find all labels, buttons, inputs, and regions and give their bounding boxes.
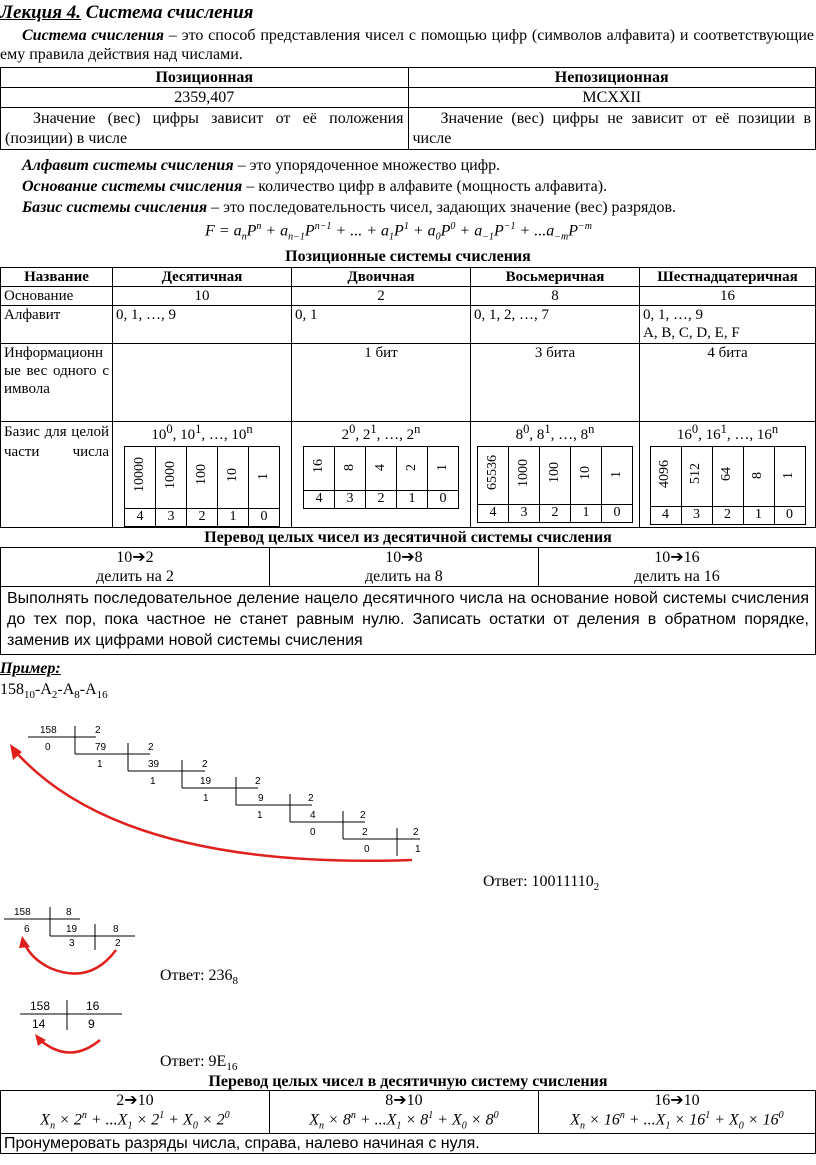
svg-text:1: 1 [150, 776, 156, 787]
to-decimal-note: Пронумеровать разряды числа, справа, налево начиная с нуля. [1, 1133, 816, 1153]
to-other-col-16: 10➔16 делить на 16 [538, 548, 815, 587]
to-decimal-title: Перевод целых чисел в десятичную систему счисления [208, 1073, 608, 1090]
basis-grid-binary: 16 8 4 2 1 4 3 2 1 0 [303, 446, 459, 509]
division-by-2 [10, 725, 421, 861]
svg-text:9: 9 [258, 793, 264, 804]
svg-text:2: 2 [95, 725, 101, 736]
svg-text:1: 1 [257, 810, 263, 821]
definition-alphabet: Алфавит системы счисления – это упорядоченное множество цифр. [22, 157, 501, 174]
to-decimal-col-16: 16➔10 $X_n \times 16^n + ...X_1 \times 16^1 + X_0 \times 16^0$ [538, 1091, 815, 1134]
pos-header-binary: Двоичная [292, 268, 471, 287]
to-other-instruction: Выполнять последовательное деление нацело десятичного числа на основание новой системы счисления до тех пор, пока частное не станет равным нулю. Записать остатки от деления в обратном порядке, заменив их цифрами новой системы счисления [1, 587, 816, 654]
answer-octal: Ответ: $236_8$ [160, 967, 239, 987]
basis-cell-hex: $16^0$, $16^1$, …, 16$^n$ 4096 512 64 8 1 4 3 2 1 0 [640, 422, 816, 528]
svg-text:2: 2 [413, 827, 419, 838]
to-other-title: Перевод целых чисел из десятичной системы счисления [204, 529, 612, 546]
division-diagrams [0, 700, 816, 1085]
svg-text:2: 2 [115, 938, 121, 949]
number-formula: $F = a_nP^n + a_{n-1}P^{n-1}$ + ... + $a_1P^1 + a_0P^0 + a_{-1}P^{-1} + ...a_{-m}P^{-m}$ [205, 221, 593, 243]
pos-header-octal: Восьмеричная [471, 268, 640, 287]
svg-text:6: 6 [24, 924, 30, 935]
basis-cell-binary: $2^0$, $2^1$, …, 2$^n$ 16 8 4 2 1 4 3 2 1 0 [292, 422, 471, 528]
svg-text:9: 9 [88, 1017, 95, 1031]
svg-text:19: 19 [200, 776, 212, 787]
definition-base: Основание системы счисления – количество цифр в алфавите (мощность алфавита). [22, 178, 608, 195]
svg-text:1: 1 [203, 793, 209, 804]
svg-text:14: 14 [32, 1017, 46, 1031]
lecture-title [0, 2, 253, 25]
answer-hex: Ответ: $9E_{16}$ [160, 1053, 238, 1073]
types-header-nonpositional: Непозиционная [408, 68, 816, 88]
lecture-topic: Система счисления [85, 2, 254, 23]
svg-text:0: 0 [45, 742, 51, 753]
svg-text:19: 19 [66, 924, 78, 935]
svg-text:158: 158 [30, 999, 51, 1013]
svg-text:39: 39 [148, 759, 160, 770]
types-header-positional: Позиционная [1, 68, 409, 88]
svg-text:158: 158 [14, 907, 31, 918]
basis-grid-hex: 4096 512 64 8 1 4 3 2 1 0 [650, 446, 806, 525]
to-decimal-col-8: 8➔10 $X_n \times 8^n + ...X_1 \times 8^1 + X_0 \times 8^0$ [269, 1091, 538, 1134]
svg-text:79: 79 [95, 742, 107, 753]
pos-row-basis-label: Базис для целой части числа [1, 422, 113, 528]
positional-table: Название Десятичная Двоичная Восьмеричная Шестнадцатеричная Основание 10 2 8 16 Алфавит 0, 1, …, 9 0, 1 0, 1, 2, …, 7 0, 1, …, 9 A, B, C, D, E, F Информационные вес одного символа 1 бит 3 бита 4 бита Базис для целой части числа $10^0$, $10^1$, …, 10$^n$ 10000 1000 100 10 1 4 3 2 1 0 $2^0$, $2^1$, …, 2$^n$ 16 8 4 2 1 4 3 2 1 0 $8^0$, $8^1$, …, 8$^n$ 65536 1000 100 10 1 4 3 2 1 0 $16^0$, $16^1$, …, 16$^n$ 4096 512 64 8 1 4 3 2 1 0 [0, 267, 816, 528]
svg-text:4: 4 [310, 810, 316, 821]
arrowhead-icon [19, 936, 30, 948]
svg-text:0: 0 [310, 827, 316, 838]
to-other-col-2: 10➔2 делить на 2 [1, 548, 270, 587]
types-example-nonpositional: MCXXII [408, 88, 816, 108]
remainders-arrow-16 [40, 1040, 100, 1053]
basis-grid-octal: 65536 1000 100 10 1 4 3 2 1 0 [477, 446, 633, 523]
division-by-16 [20, 999, 122, 1053]
svg-text:8: 8 [113, 924, 119, 935]
svg-text:8: 8 [66, 907, 72, 918]
to-decimal-table [0, 1090, 816, 1154]
intro-paragraph [0, 26, 814, 64]
to-decimal-col-2: 2➔10 $X_n \times 2^n + ...X_1 \times 2^1 + X_0 \times 2^0$ [1, 1091, 270, 1134]
pos-row-base-label: Основание [1, 287, 113, 306]
svg-text:2: 2 [360, 810, 366, 821]
svg-text:2: 2 [202, 759, 208, 770]
pos-header-name: Название [1, 268, 113, 287]
types-desc-nonpositional: Значение (вес) цифры не зависит от её позиции в числе [408, 108, 816, 149]
svg-text:2: 2 [362, 827, 368, 838]
types-table [0, 67, 816, 150]
pos-header-hex: Шестнадцатеричная [640, 268, 816, 287]
definition-basis: Базис системы счисления – это последовательность чисел, задающих значение (вес) разрядов. [22, 199, 677, 216]
to-other-col-8: 10➔8 делить на 8 [269, 548, 538, 587]
to-other-table [0, 547, 816, 655]
svg-text:3: 3 [69, 938, 75, 949]
positional-title: Позиционные системы счисления [285, 248, 531, 265]
svg-text:1: 1 [97, 759, 103, 770]
lecture-number: Лекция 4. [0, 2, 82, 23]
example-label: Пример: [0, 660, 61, 677]
example-expression: $158_{10}-A_2-A_8-A_{16}$ [0, 681, 108, 702]
intro-text: – это способ представления чисел с помощью цифр (символов алфавита) и соответствующие ему правила действия над числами. [0, 27, 814, 64]
definitions [22, 156, 812, 219]
svg-text:2: 2 [308, 793, 314, 804]
basis-grid-decimal: 10000 1000 100 10 1 4 3 2 1 0 [124, 446, 280, 527]
svg-text:1: 1 [415, 844, 421, 855]
types-example-positional: 2359,407 [1, 88, 409, 108]
svg-text:16: 16 [86, 999, 100, 1013]
svg-text:158: 158 [40, 725, 57, 736]
types-desc-positional: Значение (вес) цифры зависит от её положения (позиции) в числе [1, 108, 409, 149]
basis-cell-octal: $8^0$, $8^1$, …, 8$^n$ 65536 1000 100 10 1 4 3 2 1 0 [471, 422, 640, 528]
answer-binary: Ответ: $10011110_2$ [483, 873, 600, 893]
remainders-arrow-2 [14, 750, 412, 861]
intro-term: Система счисления [22, 27, 165, 44]
svg-text:2: 2 [255, 776, 261, 787]
svg-text:0: 0 [364, 844, 370, 855]
basis-cell-decimal: $10^0$, $10^1$, …, 10$^n$ 10000 1000 100 10 1 4 3 2 1 0 [113, 422, 292, 528]
division-by-8 [4, 907, 135, 974]
pos-row-info-label: Информационные вес одного символа [1, 344, 113, 422]
pos-row-alphabet-label: Алфавит [1, 306, 113, 344]
pos-header-decimal: Десятичная [113, 268, 292, 287]
svg-text:2: 2 [148, 742, 154, 753]
